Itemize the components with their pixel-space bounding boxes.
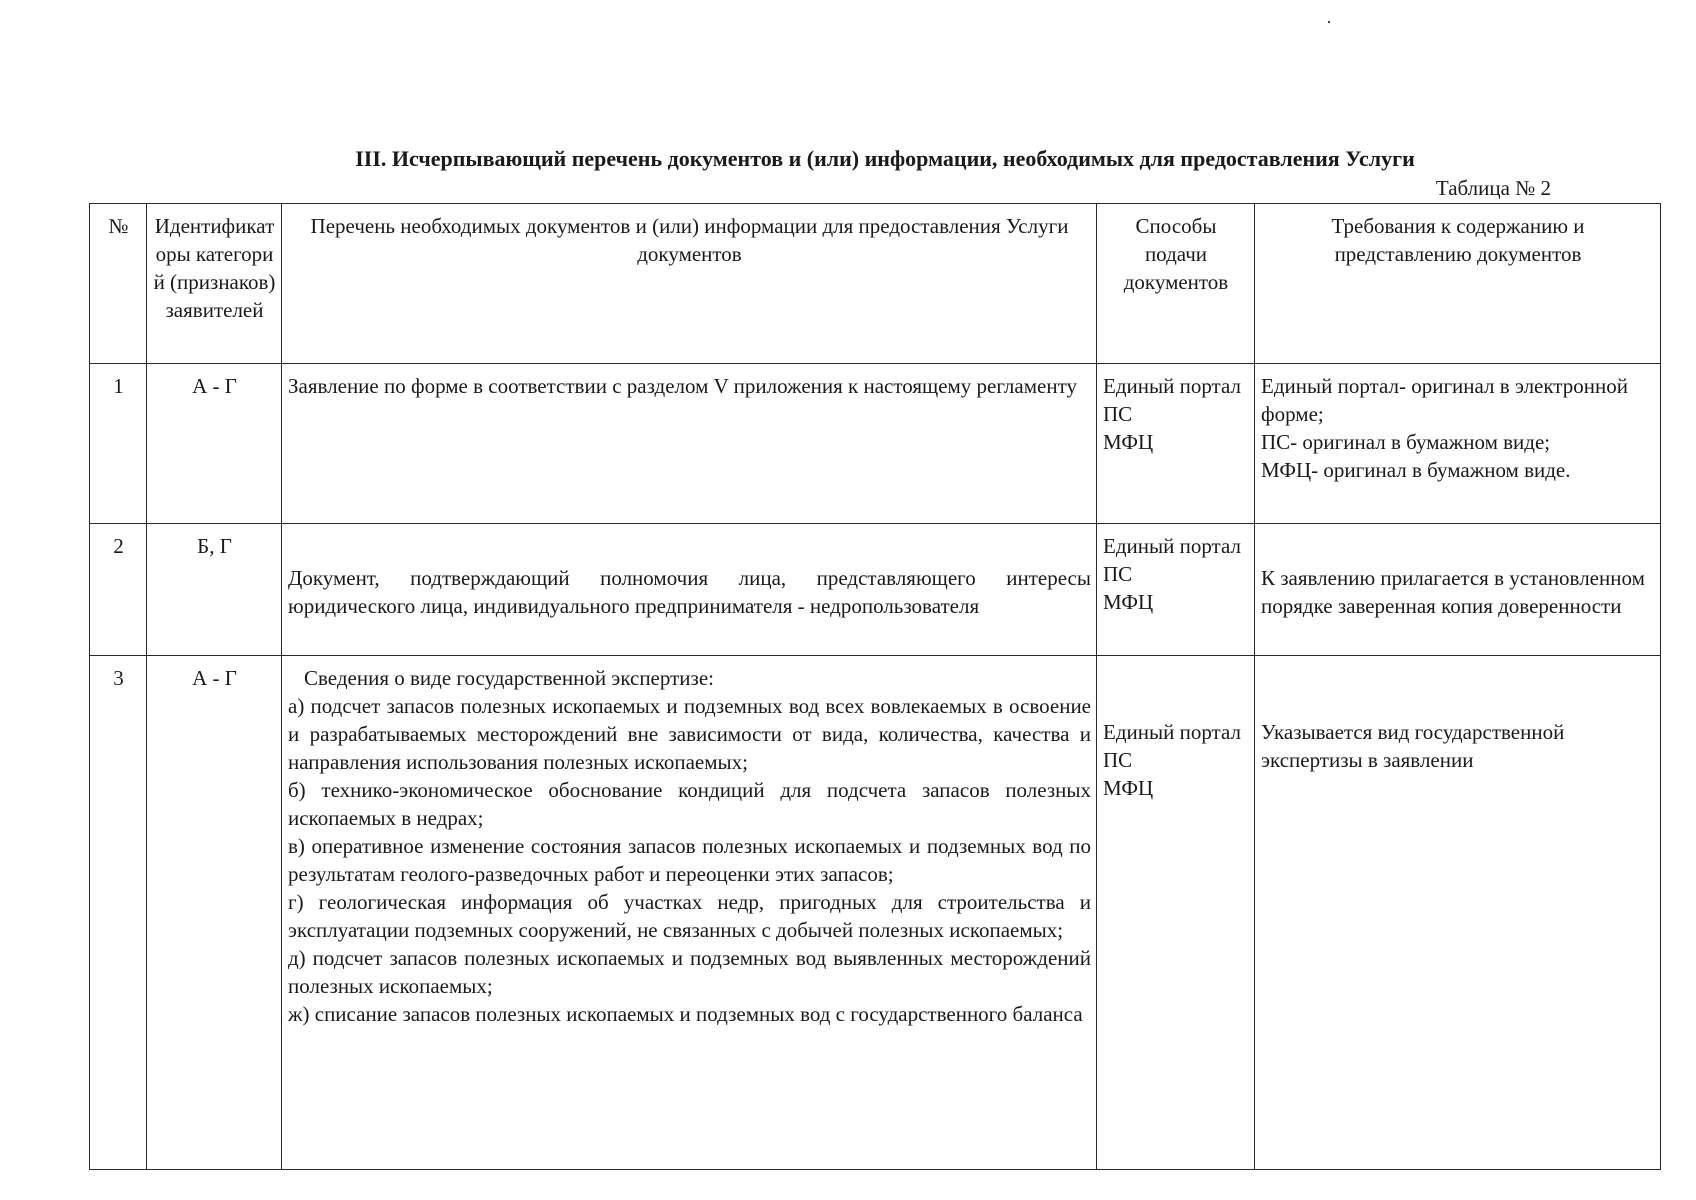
page-title: III. Исчерпывающий перечень документов и (или) информации, необходимых для предоставления Услуги (355, 146, 1415, 171)
document-item: ж) списание запасов полезных ископаемых и подземных вод с государственного баланса (288, 1002, 1083, 1026)
table-row (90, 364, 1661, 524)
document-intro: Сведения о виде государственной экспертизе: (304, 666, 714, 690)
documents-table (89, 203, 1661, 1170)
method-item: ПС (1103, 562, 1133, 586)
row-methods (1097, 656, 1255, 1170)
table-row (90, 524, 1661, 656)
row-document (282, 656, 1097, 1170)
requirement-item: МФЦ- оригинал в бумажном виде. (1261, 458, 1571, 482)
table-caption: Таблица № 2 (1435, 176, 1551, 200)
row-number: 2 (90, 524, 147, 656)
row-identifiers: Б, Г (147, 524, 282, 656)
requirement-item: Единый портал- оригинал в электронной форме; (1261, 374, 1628, 426)
method-item: Единый портал (1103, 720, 1241, 744)
row-document: Заявление по форме в соответствии с разделом V приложения к настоящему регламенту (282, 364, 1097, 524)
row-number: 1 (90, 364, 147, 524)
method-item: Единый портал (1103, 374, 1241, 398)
document-item: г) геологическая информация об участках недр, пригодных для строительства и эксплуатации подземных сооружений, не связанных с добычей полезных ископаемых; (288, 890, 1091, 942)
header-num: № (90, 204, 147, 364)
method-item: ПС (1103, 402, 1133, 426)
method-item: ПС (1103, 748, 1133, 772)
document-item: в) оперативное изменение состояния запасов полезных ископаемых и подземных вод по результатам геолого-разведочных работ и переоценки этих запасов; (288, 834, 1091, 886)
row-number: 3 (90, 656, 147, 1170)
document-item: б) технико-экономическое обоснование кондиций для подсчета запасов полезных ископаемых в недрах; (288, 778, 1091, 830)
method-item: МФЦ (1103, 590, 1154, 614)
header-identifiers: Идентификаторы категорий (признаков) заявителей (147, 204, 282, 364)
header-documents: Перечень необходимых документов и (или) информации для предоставления Услуги документов (282, 204, 1097, 364)
row-document: Документ, подтверждающий полномочия лица, представляющего интересы юридического лица, индивидуального предпринимателя - недропользователя (282, 524, 1097, 656)
table-row (90, 656, 1661, 1170)
requirement-item: ПС- оригинал в бумажном виде; (1261, 430, 1551, 454)
row-requirements: Указывается вид государственной экспертизы в заявлении (1255, 656, 1661, 1170)
header-requirements: Требования к содержанию и представлению документов (1255, 204, 1661, 364)
table-header-row (90, 204, 1661, 364)
row-identifiers: А - Г (147, 364, 282, 524)
scan-artifact-dot (1328, 21, 1330, 23)
method-item: МФЦ (1103, 776, 1154, 800)
row-requirements (1255, 364, 1661, 524)
method-item: МФЦ (1103, 430, 1154, 454)
row-methods (1097, 524, 1255, 656)
row-requirements: К заявлению прилагается в установленном порядке заверенная копия доверенности (1255, 524, 1661, 656)
row-identifiers: А - Г (147, 656, 282, 1170)
header-methods: Способы подачи документов (1097, 204, 1255, 364)
row-methods (1097, 364, 1255, 524)
document-item: а) подсчет запасов полезных ископаемых и подземных вод всех вовлекаемых в освоение и разрабатываемых месторождений вне зависимости от вида, количества, качества и направления использования полезных ископаемых; (288, 694, 1091, 774)
document-item: д) подсчет запасов полезных ископаемых и подземных вод выявленных месторождений полезных ископаемых; (288, 946, 1091, 998)
method-item: Единый портал (1103, 534, 1241, 558)
